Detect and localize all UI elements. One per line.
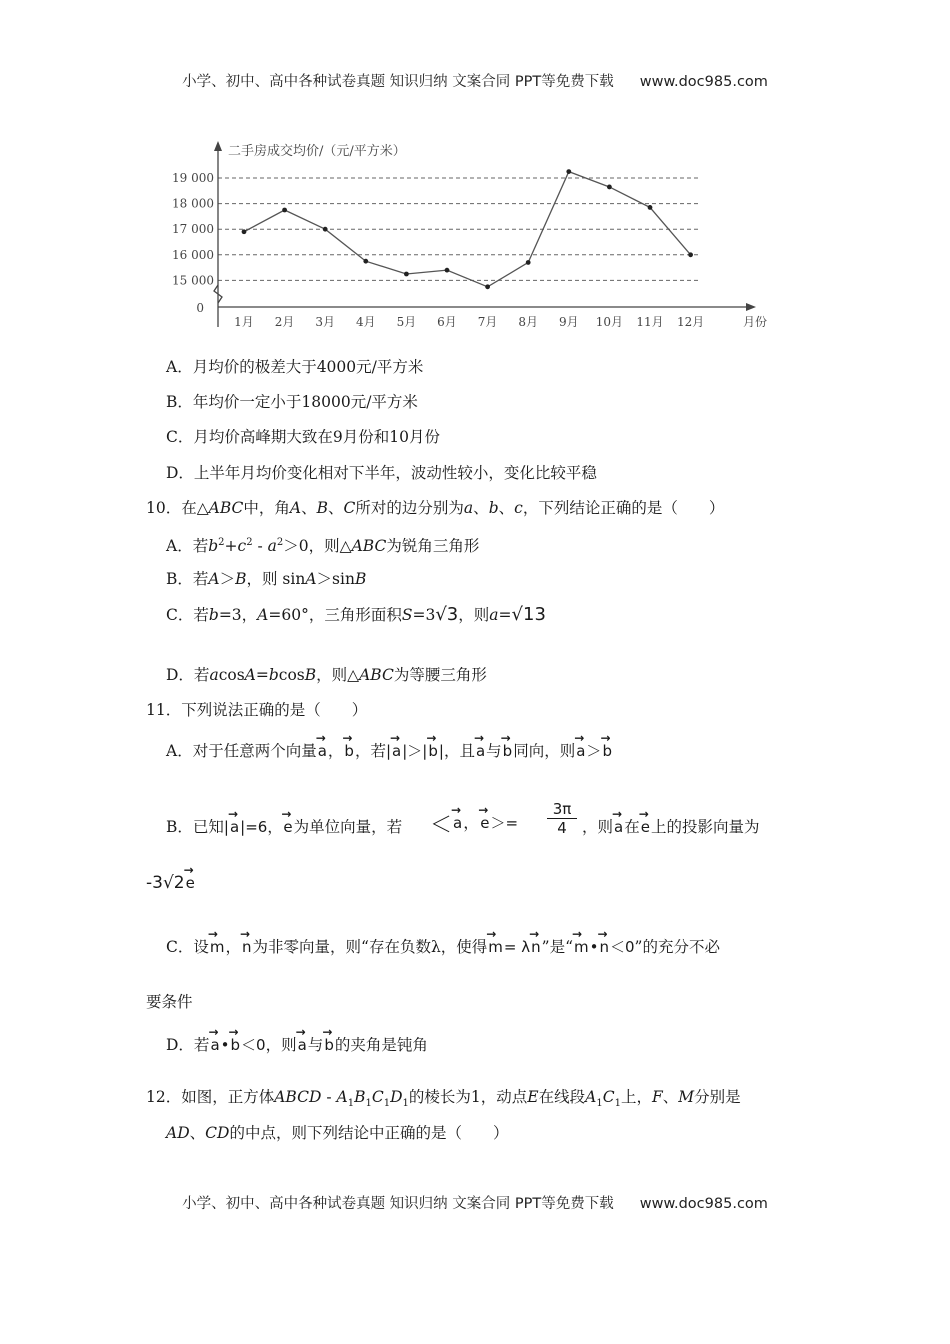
data-point <box>242 229 247 234</box>
footer-site: www.doc985.com <box>639 1196 768 1212</box>
x-tick-label: 8月 <box>518 315 539 329</box>
q11-option-b: B．已知|→ a|=6，→ e为单位向量，若 <box>166 816 402 838</box>
x-tick-label: 10月 <box>595 315 624 329</box>
page-header <box>0 70 950 91</box>
x-tick-labels <box>234 315 704 329</box>
q11-option-b-answer: -3√2→ e <box>146 872 196 894</box>
x-tick-label: 2月 <box>274 315 295 329</box>
data-point <box>323 227 328 232</box>
q11-option-c-line2: 要条件 <box>146 993 193 1011</box>
footer-text: 小学、初中、高中各种试卷真题 知识归纳 文案合同 PPT等免费下载 <box>182 1196 614 1212</box>
q10-option-b: B．若A＞B，则 sinA＞sinB <box>166 570 367 588</box>
q11-option-a: A．对于任意两个向量→ a，→ b，若|→ a|＞|→ b|，且→ a与→ b同向，则→ a＞→ b <box>166 740 613 762</box>
q11-angle: ＜→ a，→ e＞= <box>430 812 518 837</box>
q9-option-c: C．月均价高峰期大致在9月份和10月份 <box>166 428 440 446</box>
q9-option-d: D．上半年月均价变化相对下半年，波动性较小，变化比较平稳 <box>166 464 597 482</box>
x-tick-label: 12月 <box>676 315 705 329</box>
y-axis-arrow <box>214 141 222 151</box>
page-footer <box>0 1192 950 1213</box>
data-point <box>282 208 287 213</box>
data-point <box>688 252 693 257</box>
q11-stem: 11．下列说法正确的是（ ） <box>146 701 368 719</box>
y-tick-label: 16 000 <box>172 247 214 262</box>
data-point <box>404 272 409 277</box>
data-point <box>363 259 368 264</box>
x-tick-label: 6月 <box>437 315 457 329</box>
data-point <box>566 169 571 174</box>
chart-title: 二手房成交均价/（元/平方米） <box>228 144 406 159</box>
x-tick-label: 9月 <box>558 315 579 329</box>
y-tick-label: 17 000 <box>172 222 214 237</box>
header-site: www.doc985.com <box>639 74 768 90</box>
y-tick-label: 19 000 <box>172 171 214 185</box>
q12-stem-line1: 12．如图，正方体ABCD - $A_1B_1C_1D_1$的棱长为1，动点E在线段$A_1C_1$上，F、M分别是 <box>146 1088 741 1110</box>
x-tick-label: 11月 <box>636 315 664 329</box>
q11-option-c: C．设→ m，→ n为非零向量，则“存在负数λ，使得→ m= λ→ n”是“→ m•→ n＜0”的充分不必 <box>166 936 720 958</box>
q9-option-b: B．年均价一定小于18000元/平方米 <box>166 393 418 411</box>
price-line-chart <box>160 135 770 335</box>
x-axis-arrow <box>746 303 756 311</box>
q11-option-d: D．若→ a•→ b＜0，则→ a与→ b的夹角是钝角 <box>166 1034 428 1056</box>
q11-fraction: 3π 4 <box>547 800 577 837</box>
y-tick-labels <box>172 171 214 287</box>
data-point <box>445 268 450 273</box>
x-tick-label: 5月 <box>396 315 417 329</box>
x-tick-label: 1月 <box>234 315 254 329</box>
x-tick-label: 4月 <box>355 315 376 329</box>
data-point <box>485 284 490 289</box>
q9-option-a: A．月均价的极差大于4000元/平方米 <box>166 358 424 376</box>
y-tick-label: 15 000 <box>172 273 214 288</box>
q12-stem-line2: AD、CD的中点，则下列结论中正确的是（ ） <box>166 1124 509 1142</box>
x-axis-label: 月份 <box>743 315 768 329</box>
q10-option-d: D．若acosA=bcosB，则△ABC为等腰三角形 <box>166 666 487 684</box>
q10-option-c: C．若b=3，A=60°，三角形面积S=3√3，则a=√13 <box>166 604 546 625</box>
y-tick-label: 18 000 <box>172 196 214 211</box>
x-tick-label: 7月 <box>477 315 498 329</box>
q10-option-a: A．若$b^2+c^2 - a^2>0$，则△ABC为锐角三角形 <box>166 537 480 556</box>
data-point <box>607 185 612 190</box>
header-text: 小学、初中、高中各种试卷真题 知识归纳 文案合同 PPT等免费下载 <box>182 74 614 90</box>
x-tick-label: 3月 <box>315 315 336 329</box>
chart-grid <box>218 178 700 280</box>
q11-option-b-tail: ，则→ a在→ e上的投影向量为 <box>582 816 759 838</box>
data-point <box>526 260 531 265</box>
q10-stem: 10．在△ABC中，角A、B、C所对的边分别为a、b、c，下列结论正确的是（ ） <box>146 499 725 517</box>
y-tick-zero: 0 <box>196 301 204 315</box>
data-point <box>648 205 653 210</box>
